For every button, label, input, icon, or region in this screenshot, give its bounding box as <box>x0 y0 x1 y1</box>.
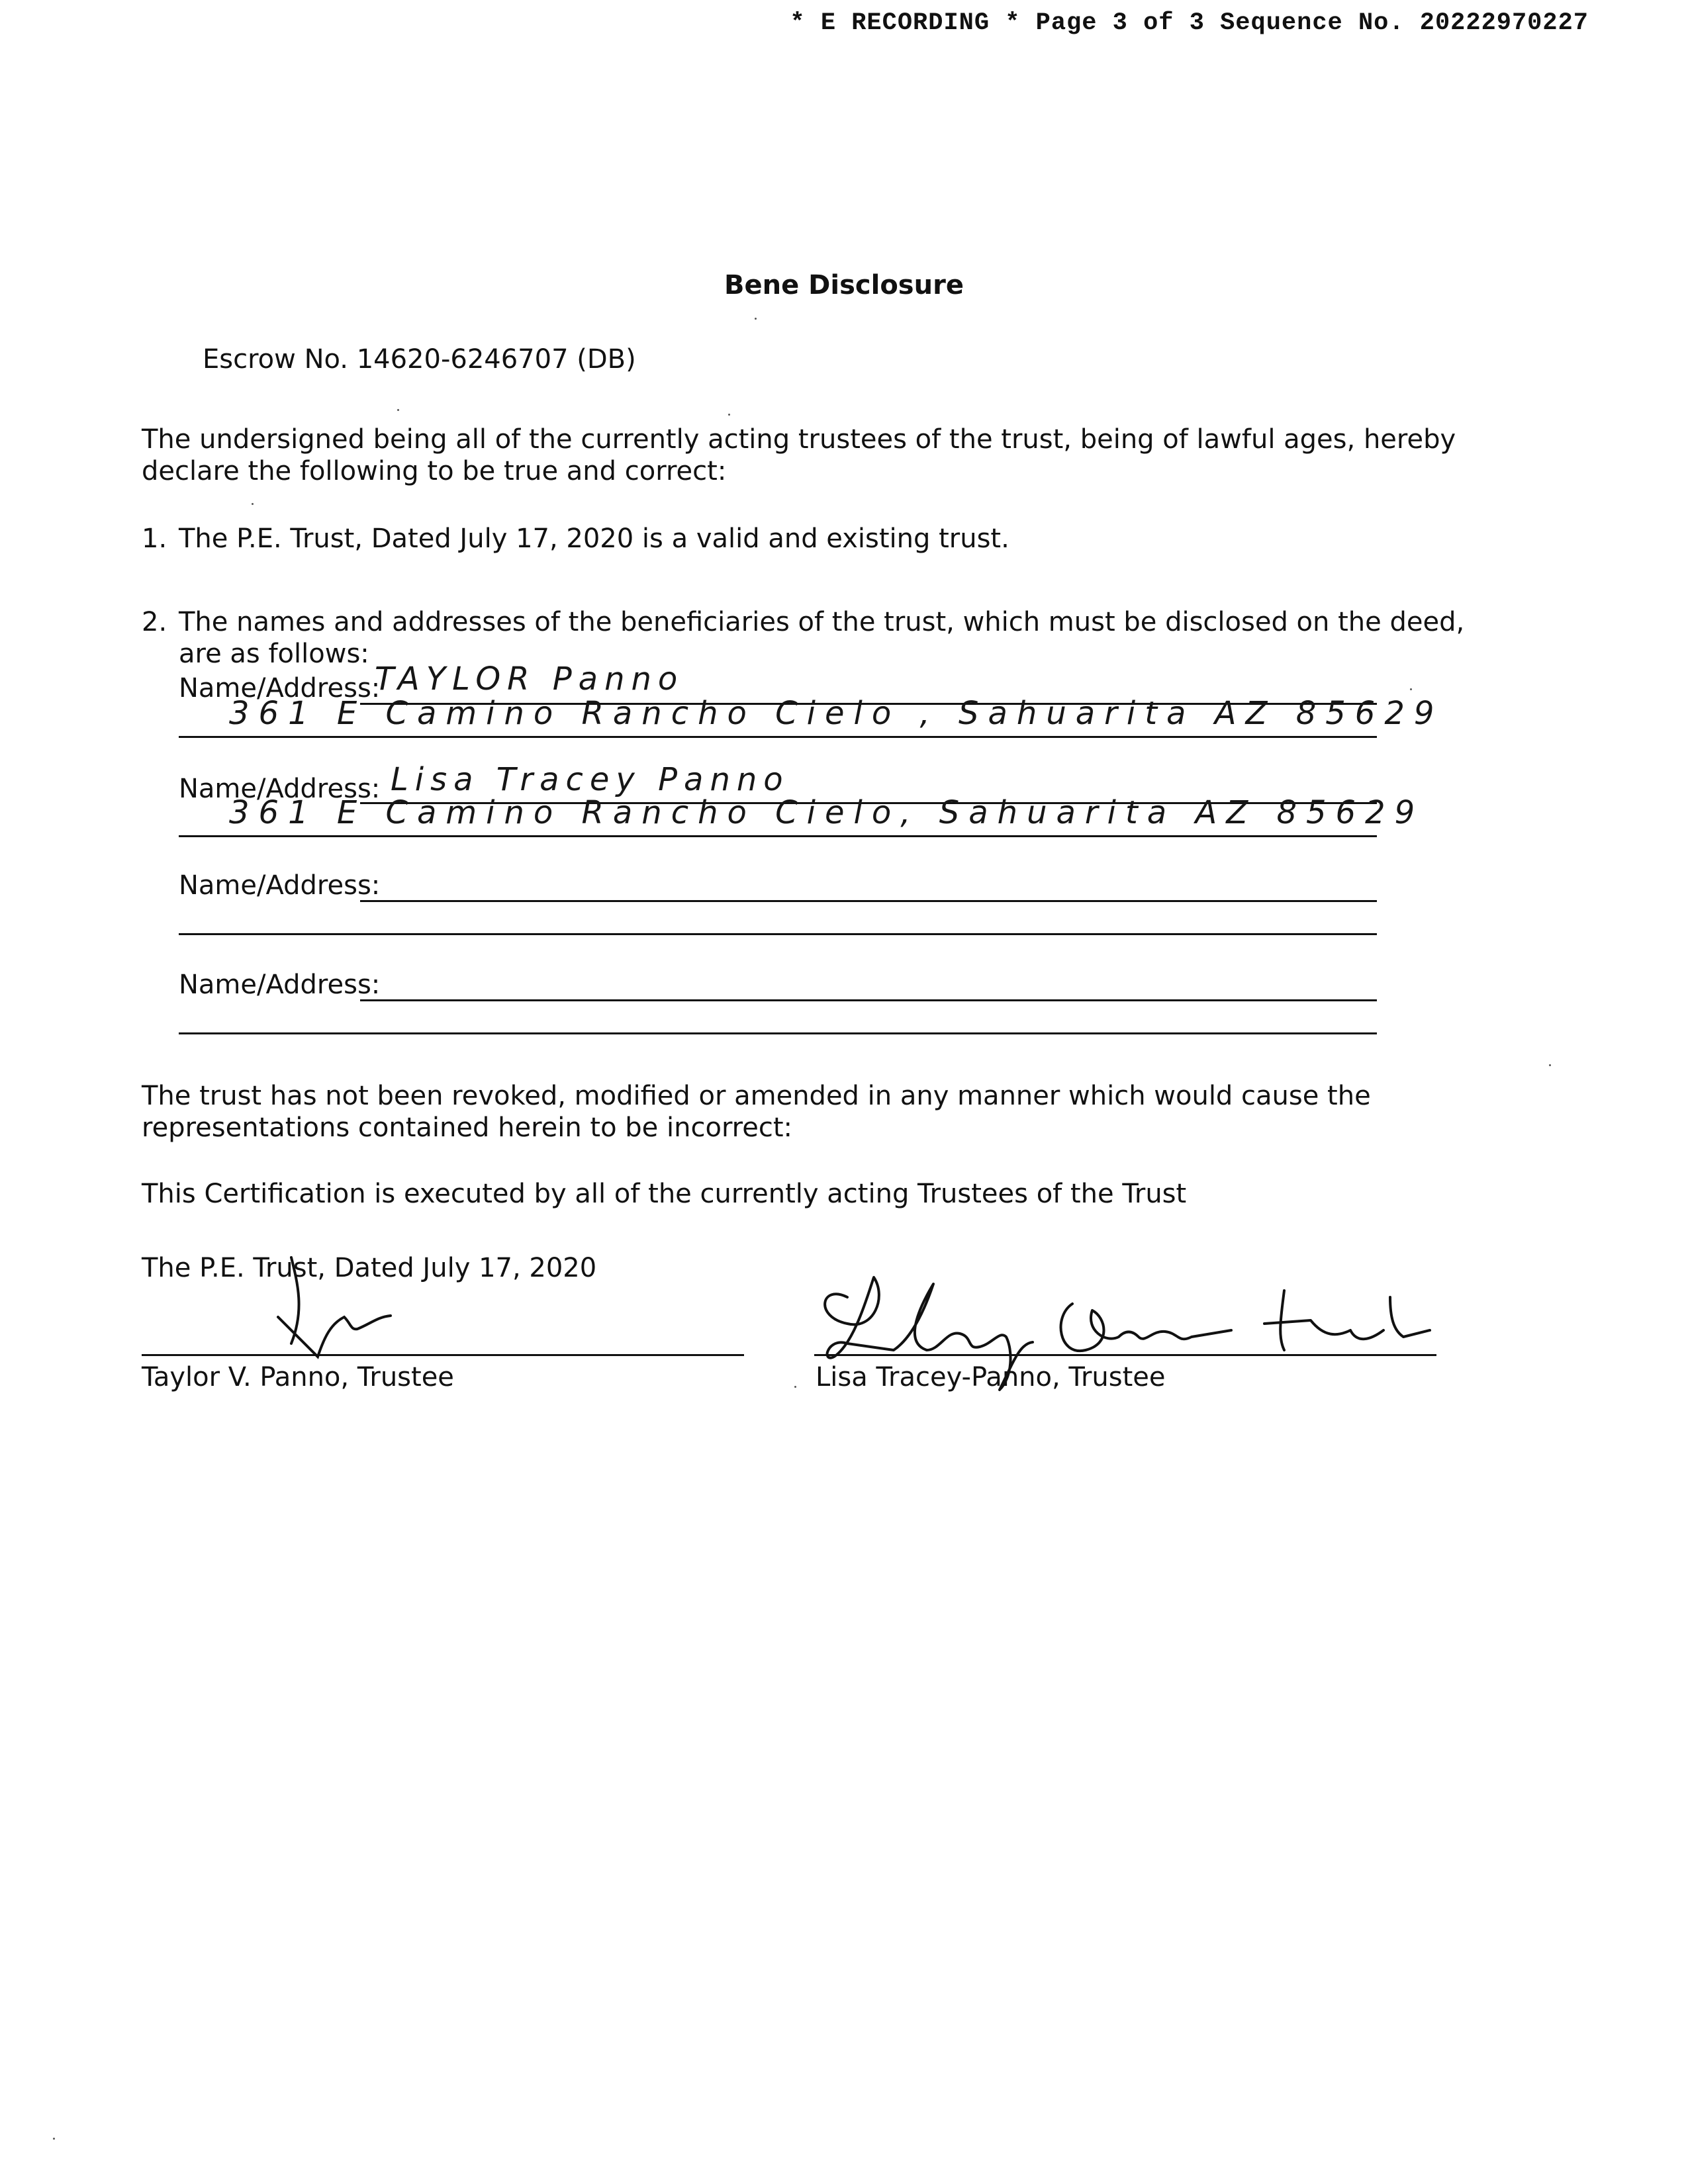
item-number: 1. <box>142 523 167 554</box>
certification-paragraph: This Certification is executed by all of the currently acting Trustees of the Trust <box>142 1179 1187 1209</box>
signatory-1-name: Taylor V. Panno, Trustee <box>142 1362 454 1392</box>
recording-header: * E RECORDING * Page 3 of 3 Sequence No. 20222970227 <box>790 9 1589 37</box>
scan-speck <box>794 1386 796 1388</box>
beneficiary-1-label: Name/Address: <box>179 673 381 704</box>
trust-line: The P.E. Trust, Dated July 17, 2020 <box>142 1253 597 1283</box>
scan-speck <box>397 409 399 411</box>
signature-taylor-panno <box>252 1244 424 1377</box>
scan-speck <box>252 503 254 505</box>
beneficiary-2-label: Name/Address: <box>179 774 381 804</box>
item-2 <box>142 606 1470 670</box>
beneficiary-2-name-handwritten: Lisa Tracey Panno <box>391 761 790 798</box>
item-number: 2. <box>142 607 167 637</box>
signature-line-left <box>142 1354 744 1356</box>
escrow-number: Escrow No. 14620-6246707 (DB) <box>203 344 636 375</box>
beneficiary-3-label: Name/Address: <box>179 870 381 901</box>
scan-speck <box>755 318 757 320</box>
document-title: Bene Disclosure <box>724 270 964 300</box>
scan-speck <box>1549 1064 1551 1066</box>
item-1 <box>142 523 1466 555</box>
beneficiary-3-address-line <box>179 933 1377 935</box>
not-revoked-paragraph: The trust has not been revoked, modified or amended in any manner which would cause the representations contained herein to be incorrect: <box>142 1081 1371 1143</box>
beneficiary-1-address-line <box>179 736 1377 738</box>
scan-speck <box>53 2138 55 2140</box>
beneficiary-4-name-line <box>360 999 1377 1001</box>
beneficiary-4-label: Name/Address: <box>179 970 381 1000</box>
beneficiary-4-address-line <box>179 1032 1377 1034</box>
beneficiary-2-address-line <box>179 835 1377 837</box>
item-text: The P.E. Trust, Dated July 17, 2020 is a valid and existing trust. <box>179 523 1009 554</box>
scan-speck <box>1410 688 1412 690</box>
beneficiary-3-name-line <box>360 900 1377 902</box>
signature-line-right <box>814 1354 1436 1356</box>
intro-paragraph: The undersigned being all of the currently acting trustees of the trust, being of lawful ages, hereby declare the following to be true and correct: <box>142 424 1456 486</box>
scan-speck <box>728 414 730 416</box>
item-text: The names and addresses of the beneficiaries of the trust, which must be disclosed on the deed, are as follows: <box>179 607 1465 669</box>
beneficiary-2-address-handwritten: 361 E Camino Rancho Cielo, Sahuarita AZ 85629 <box>229 794 1425 831</box>
beneficiary-1-name-handwritten: TAYLOR Panno <box>375 660 684 698</box>
beneficiary-1-address-handwritten: 361 E Camino Rancho Cielo , Sahuarita AZ 85629 <box>229 695 1444 732</box>
signatory-2-name: Lisa Tracey-Panno, Trustee <box>816 1362 1166 1392</box>
